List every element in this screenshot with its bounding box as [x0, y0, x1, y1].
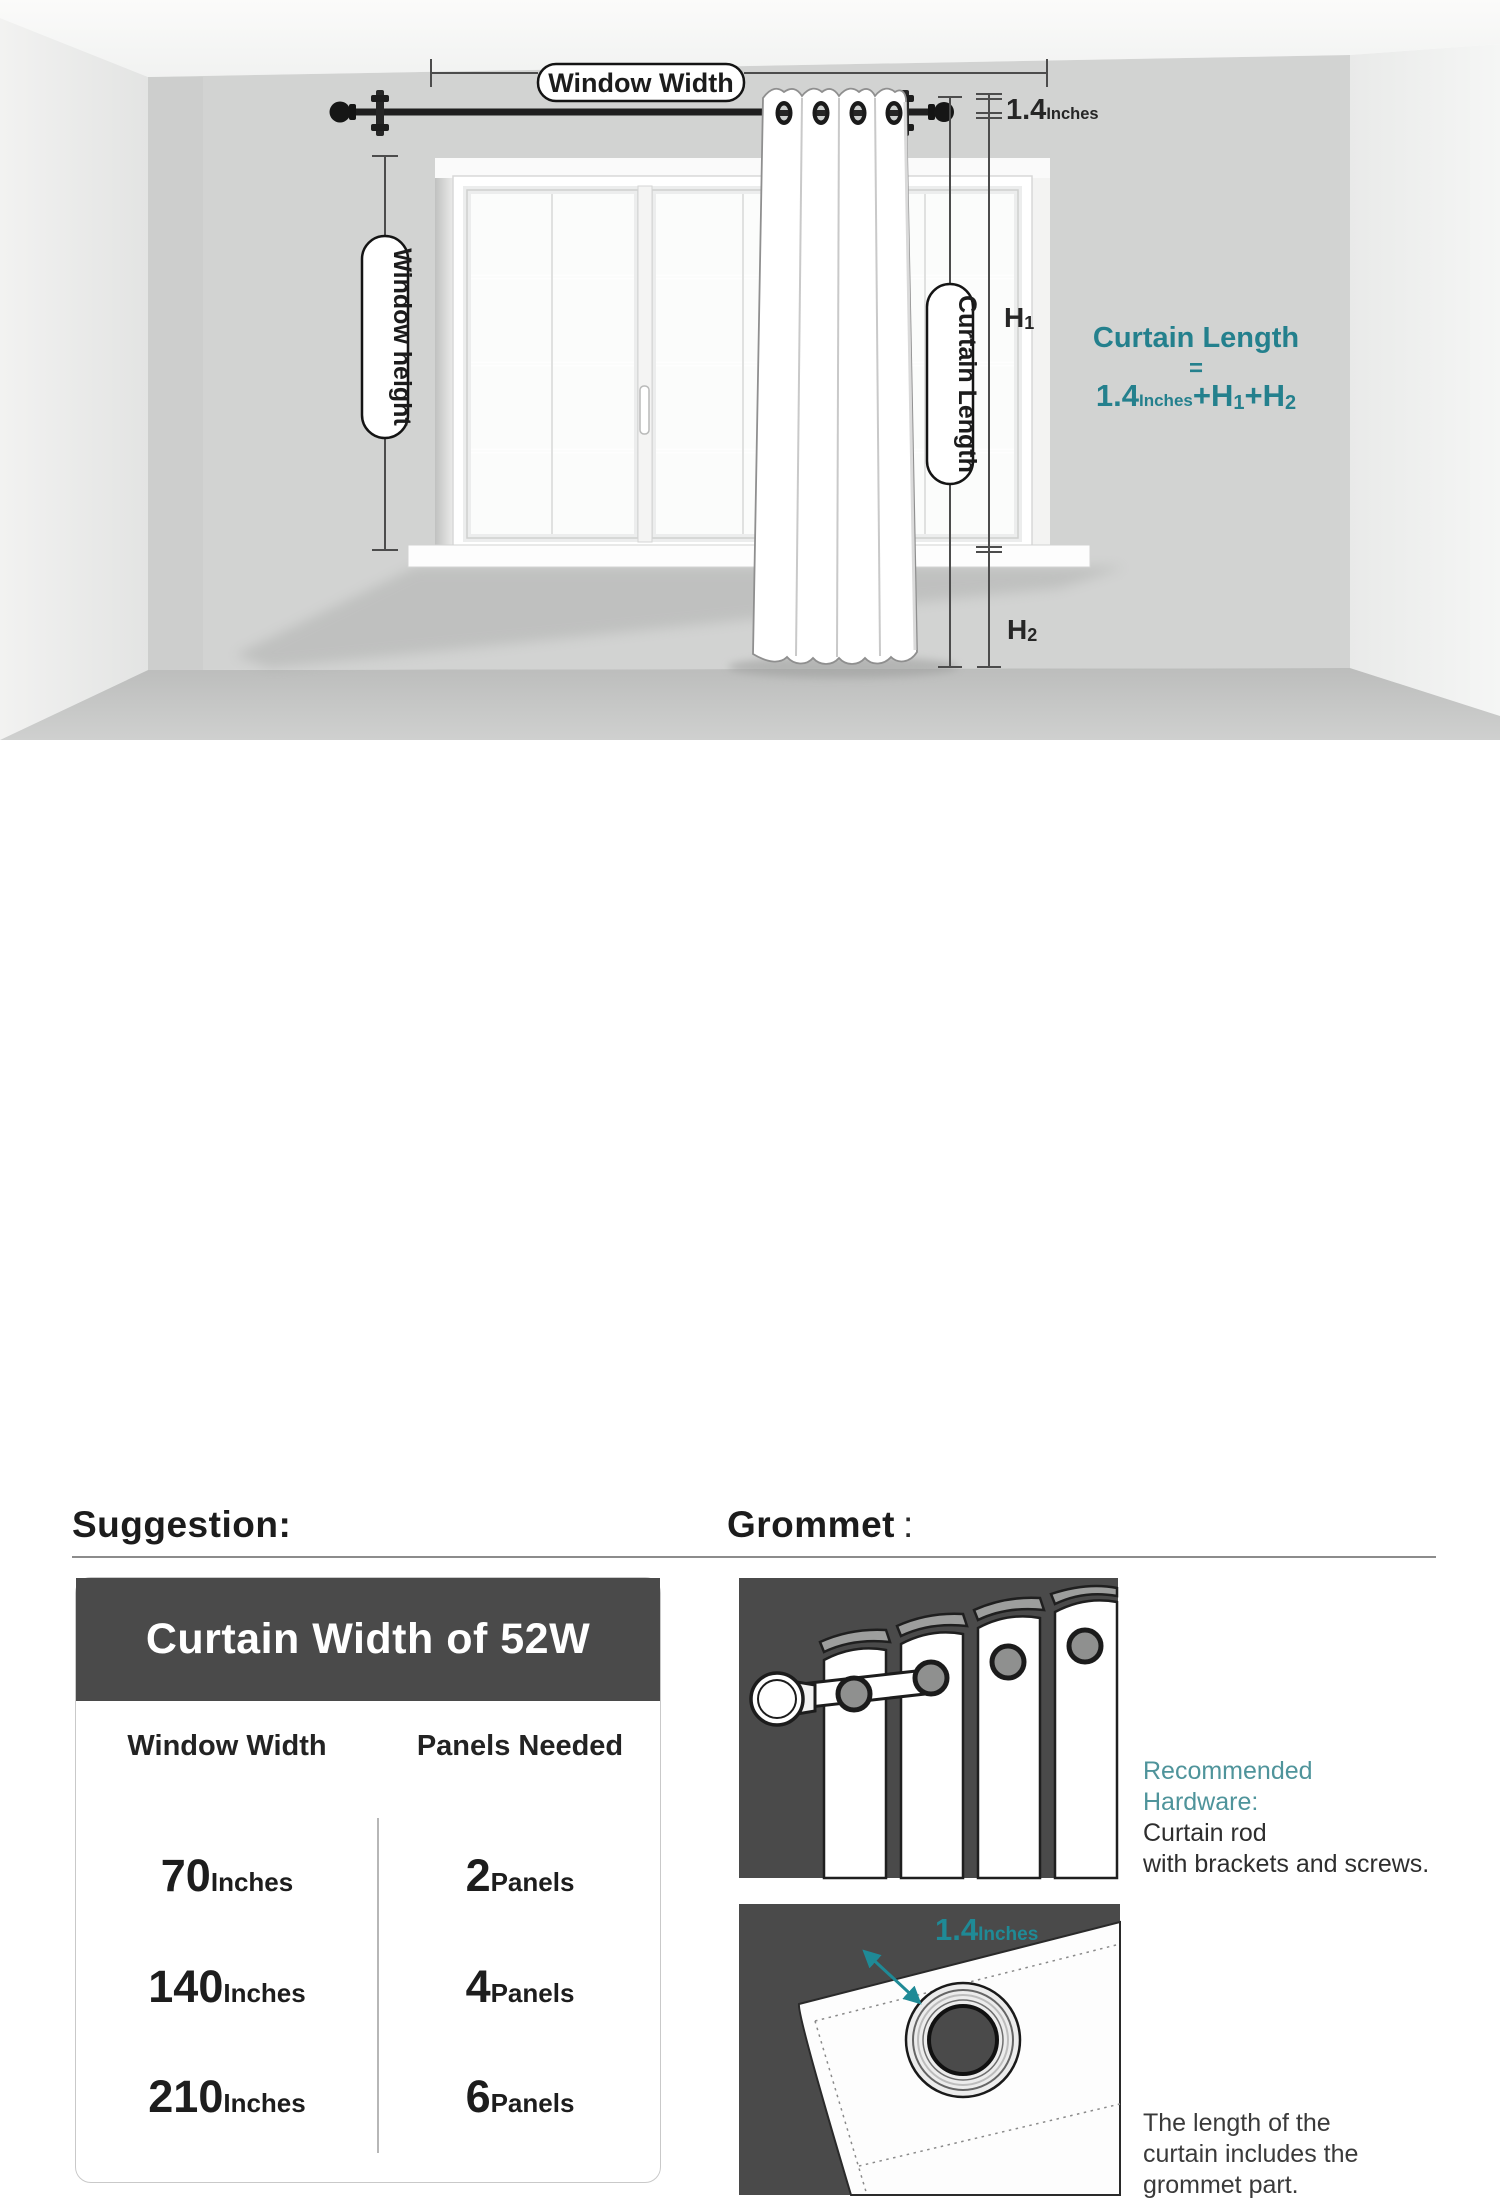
window-height-pill: [362, 236, 416, 438]
hardware-note-line: Recommended: [1143, 1757, 1313, 1785]
floor: [0, 668, 1500, 740]
suggestion-table-card: [75, 1577, 661, 2183]
suggestion-heading: Suggestion:: [72, 1504, 292, 1545]
table-row-cell: [76, 1961, 378, 2017]
grommet-heading-text: Grommet: [727, 1504, 895, 1545]
svg-text:1.4Inches+H1+H2: 1.4Inches+H1+H2: [1095, 378, 1297, 414]
table-row-cell: [378, 1850, 662, 1906]
window-width-pill: [538, 64, 744, 101]
window-height-label: Window height: [388, 248, 416, 426]
panels-value: 2: [465, 1850, 491, 1901]
table-header: [76, 1578, 660, 1701]
h2-label: H2: [1007, 614, 1038, 645]
grommet-measure-label: 1.4Inches: [935, 1912, 1039, 1947]
table-row-cell: [76, 1850, 378, 1906]
grommet-caption-line: curtain includes the: [1143, 2140, 1359, 2168]
window-width-label: Window Width: [548, 68, 734, 98]
info-section: [0, 740, 1500, 2199]
width-value: 70: [160, 1850, 211, 1901]
grommet-closeup-illustration: [739, 1904, 1120, 2195]
width-value: 210: [148, 2071, 224, 2122]
table-row-cell: [76, 2071, 378, 2127]
grommet-caption: [1143, 2108, 1358, 2201]
table-row-cell: [378, 2071, 662, 2127]
window-sill: [408, 545, 1090, 567]
grommet-heading-colon: :: [902, 1504, 914, 1545]
table-title: Curtain Width of 52W: [145, 1615, 591, 1663]
panels-value: 4: [465, 1961, 491, 2012]
right-wall: [1350, 44, 1500, 716]
panels-value: 6: [465, 2071, 491, 2122]
width-value: 140: [148, 1961, 224, 2012]
grommet-caption-line: grommet part.: [1143, 2171, 1299, 2199]
panels-unit: Panels: [490, 1867, 575, 1897]
left-wall: [0, 18, 148, 740]
room-diagram: [0, 0, 1500, 740]
panels-unit: Panels: [490, 1978, 575, 2008]
heading-underline: [72, 1556, 1436, 1558]
width-unit: Inches: [223, 1978, 306, 2008]
grommet-ring-closeup: [906, 1983, 1020, 2097]
hardware-note-line: with brackets and screws.: [1143, 1850, 1430, 1878]
window-handle: [640, 386, 649, 434]
curtain-panel: [753, 89, 917, 664]
hardware-note: [1143, 1756, 1429, 1880]
rod-finial-left: [330, 102, 351, 123]
grommet-rod-illustration: [739, 1578, 1118, 1878]
panels-unit: Panels: [490, 2088, 575, 2118]
curtain-length-pill: [927, 284, 981, 484]
h1-label: H1: [1004, 302, 1035, 333]
table-row-cell: [378, 1961, 662, 2017]
svg-text:Curtain Length: Curtain Length: [1092, 322, 1300, 354]
curtain-length-label: Curtain Length: [953, 295, 981, 473]
grommet-caption-line: The length of the: [1143, 2109, 1331, 2137]
width-unit: Inches: [210, 1867, 294, 1897]
column-header-panels-needed: Panels Needed: [416, 1729, 624, 1762]
hardware-note-line: Curtain rod: [1143, 1819, 1267, 1847]
width-unit: Inches: [223, 2088, 306, 2118]
top-gap-label: 1.4Inches: [1006, 94, 1099, 126]
svg-text:=: =: [1188, 355, 1204, 382]
hardware-note-line: Hardware:: [1143, 1788, 1259, 1816]
column-header-window-width: Window Width: [127, 1729, 327, 1762]
grommet-heading: [727, 1504, 914, 1546]
